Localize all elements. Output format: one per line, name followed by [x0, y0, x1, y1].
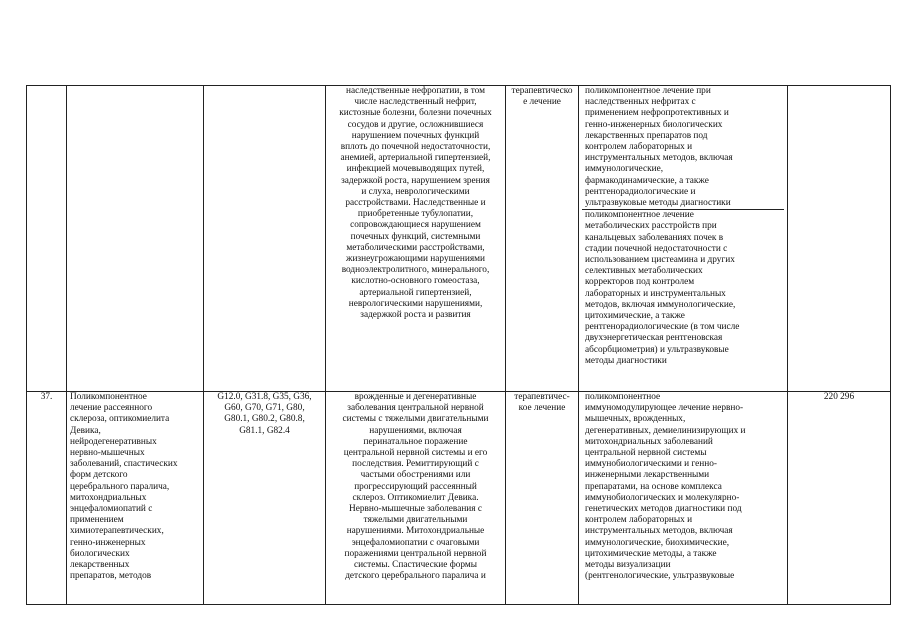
- treatment-method-line: применением нефропротективных и: [585, 108, 729, 119]
- patient-model-line: прогрессирующий рассеянный: [354, 481, 477, 492]
- care-type-line: применением: [70, 515, 124, 526]
- treatment-method-cell: [579, 392, 788, 605]
- treatment-method-line: лабораторных и инструментальных: [585, 288, 726, 299]
- patient-model-line: почечных функций, системными: [350, 231, 481, 242]
- treatment-method-line: иммунологические,: [585, 164, 664, 175]
- care-type-line: заболеваний, спастических: [70, 459, 178, 470]
- patient-model-line: частыми обострениями или: [360, 470, 471, 481]
- icd-codes-line: G80.1, G80.2, G80.8,: [224, 414, 305, 425]
- patient-model-line: склероз. Оптикомиелит Девика.: [352, 492, 479, 503]
- patient-model-line: детского церебрального паралича и: [345, 571, 486, 582]
- care-type-cell: [67, 392, 204, 605]
- treatment-method-line: инструментальных методов, включая: [585, 153, 733, 164]
- treatment-method-line: рентгенорадиологические и: [585, 186, 696, 197]
- treatment-method-line: иммунобиологических и молекулярно-: [585, 492, 740, 503]
- patient-model-line: заболевания центральной нервной: [347, 403, 484, 414]
- patient-model-line: системы с тяжелыми двигательными: [342, 414, 489, 425]
- patient-model-line: числе наследственный нефрит,: [354, 97, 477, 108]
- patient-model-line: нарушениями, включая: [369, 425, 462, 436]
- patient-model-line: системы. Спастические формы: [353, 560, 478, 571]
- care-type-line: химиотерапевтических,: [70, 526, 164, 537]
- treatment-method-line: поликомпонентное: [585, 392, 661, 402]
- treatment-method-block: [582, 392, 784, 582]
- treatment-method-line: рентгенорадиологические (в том числе: [585, 322, 740, 333]
- patient-model-line: перинатальное поражение: [363, 436, 468, 447]
- treatment-method-line: мышечных, врожденных,: [585, 414, 686, 425]
- treatment-method-line: препаратами, на основе комплекса: [585, 481, 722, 492]
- cost-cell: [788, 392, 891, 605]
- treatment-method-cell: [579, 86, 788, 392]
- patient-model-line: нарушениями. Митохондриальные: [346, 526, 485, 537]
- patient-model-line: центральной нервной системы и его: [343, 448, 488, 459]
- patient-model-line: сопровождающиеся нарушением: [350, 220, 481, 231]
- treatment-method-line: иммуномодулирующее лечение нервно-: [585, 403, 744, 414]
- icd-codes-line: G12.0, G31.8, G35, G36,: [217, 392, 312, 402]
- treatment-method-line: абсорбциометрия) и ультразвуковые: [585, 344, 729, 355]
- treatment-type-cell: [506, 86, 579, 392]
- cost-cell: [788, 86, 891, 392]
- treatment-method-line: канальцевых заболеваниях почек в: [585, 232, 724, 243]
- treatment-type-line: е лечение: [523, 97, 561, 108]
- icd-codes-line: G60, G70, G71, G80,: [224, 403, 305, 414]
- care-type-line: Поликомпонентное: [70, 392, 147, 402]
- treatment-method-line: поликомпонентное лечение при: [585, 86, 711, 96]
- treatment-method-line: использованием цистеамина и других: [585, 255, 735, 266]
- treatment-method-line: селективных метаболических: [585, 266, 703, 277]
- treatment-method-line: дегенеративных, демиелинизирующих и: [585, 425, 746, 436]
- patient-model-line: врожденные и дегенеративные: [354, 392, 477, 402]
- patient-model-line: Нервно-мышечные заболевания с: [348, 504, 483, 515]
- treatment-method-line: лекарственных препаратов под: [585, 130, 708, 141]
- treatment-method-line: методы визуализации: [585, 560, 671, 571]
- row-number: 37.: [40, 392, 53, 402]
- treatment-method-line: центральной нервной системы: [585, 448, 707, 459]
- patient-model-line: анемией, артериальной гипертензией,: [340, 153, 491, 164]
- treatment-method-line: инженерными лекарственными: [585, 470, 710, 481]
- patient-model-line: приобретенные тубулопатии,: [357, 209, 474, 220]
- treatment-method-line: генетических методов диагностики под: [585, 504, 742, 515]
- treatment-method-line: корректоров под контролем: [585, 277, 695, 288]
- treatment-method-line: методы диагностики: [585, 355, 667, 366]
- treatment-method-line: (рентгенологические, ультразвуковые: [585, 571, 735, 582]
- treatment-method-line: фармакодинамические, а также: [585, 175, 709, 186]
- care-type-line: нейродегенеративных: [70, 436, 157, 447]
- treatment-type-line: терапевтическо: [511, 86, 573, 96]
- table-row: [27, 392, 891, 605]
- patient-model-line: расстройствами. Наследственные и: [345, 198, 486, 209]
- patient-model-line: последствия. Ремиттирующий с: [352, 459, 479, 470]
- treatment-method-line: цитохимические, а также: [585, 311, 685, 322]
- treatment-method-line: митохондриальных заболеваний: [585, 436, 713, 447]
- patient-model-line: кислотно-основного гомеостаза,: [351, 276, 480, 287]
- treatment-method-line: поликомпонентное лечение: [585, 210, 694, 221]
- care-type-line: митохондриальных: [70, 492, 147, 503]
- patient-model-line: поражениями центральной нервной: [344, 548, 487, 559]
- patient-model-line: инфекцией мочевыводящих путей,: [346, 164, 485, 175]
- patient-model-line: задержкой роста, нарушением зрения: [341, 175, 490, 186]
- cost-value: 220 296: [823, 392, 855, 402]
- care-type-line: генно-инженерных: [70, 537, 146, 548]
- patient-model-line: метаболическими расстройствами,: [346, 242, 485, 253]
- table-row: [27, 86, 891, 392]
- care-type-line: форм детского: [70, 470, 128, 481]
- treatment-method-line: метаболических расстройств при: [585, 221, 717, 232]
- patient-model-line: тяжелыми двигательными: [363, 515, 468, 526]
- treatment-method-line: методов, включая иммунологические,: [585, 299, 736, 310]
- medical-care-table: [26, 85, 891, 605]
- patient-model-line: кистозные болезни, болезни почечных: [339, 108, 492, 119]
- treatment-type-line: терапевтичес-: [514, 392, 570, 402]
- patient-model-line: неврологическими нарушениями,: [348, 298, 483, 309]
- patient-model-line: наследственные нефропатии, в том: [346, 86, 485, 96]
- treatment-method-block: [582, 86, 784, 210]
- care-type-line: энцефаломиопатий с: [70, 504, 153, 515]
- patient-model-line: энцефаломиопатии с очаговыми: [351, 537, 480, 548]
- treatment-method-line: контролем лабораторных и: [585, 515, 693, 526]
- treatment-type-cell: [506, 392, 579, 605]
- treatment-method-line: иммунобиологическими и генно-: [585, 459, 717, 470]
- care-type-line: препаратов, методов: [70, 571, 152, 582]
- patient-model-cell: [326, 392, 506, 605]
- icd-codes-cell: [204, 86, 326, 392]
- patient-model-line: вплоть до почечной недостаточности,: [340, 142, 491, 153]
- care-type-line: лекарственных: [70, 560, 130, 571]
- care-type-line: церебрального паралича,: [70, 481, 170, 492]
- patient-model-cell: [326, 86, 506, 392]
- patient-model-line: сосудов и другие, осложнившиеся: [347, 119, 484, 130]
- care-type-line: склероза, оптикомиелита: [70, 414, 170, 425]
- treatment-method-line: иммунологические, биохимические,: [585, 537, 730, 548]
- treatment-method-line: ультразвуковые методы диагностики: [585, 198, 731, 209]
- care-type-line: Девика,: [70, 425, 101, 436]
- care-type-line: лечение рассеянного: [70, 403, 153, 414]
- icd-codes-line: G81.1, G82.4: [239, 425, 290, 436]
- care-type-line: нервно-мышечных: [70, 448, 145, 459]
- row-number-cell: [27, 86, 67, 392]
- treatment-method-line: генно-инженерных биологических: [585, 119, 723, 130]
- care-type-cell: [67, 86, 204, 392]
- treatment-method-line: цитохимические методы, а также: [585, 548, 717, 559]
- patient-model-line: и слуха, неврологическими: [361, 186, 470, 197]
- patient-model-line: жизнеугрожающими нарушениями: [346, 254, 485, 265]
- row-number-cell: [27, 392, 67, 605]
- patient-model-line: водноэлектролитного, минерального,: [341, 265, 490, 276]
- treatment-type-line: кое лечение: [518, 403, 566, 414]
- patient-model-line: задержкой роста и развития: [360, 310, 471, 321]
- treatment-method-line: двухэнергетическая рентгеновская: [585, 333, 723, 344]
- treatment-method-block: [582, 210, 784, 367]
- treatment-method-line: наследственных нефритах с: [585, 97, 696, 108]
- treatment-method-line: контролем лабораторных и: [585, 142, 693, 153]
- patient-model-line: нарушением почечных функций: [351, 130, 480, 141]
- care-type-line: биологических: [70, 548, 130, 559]
- treatment-method-line: стадии почечной недостаточности с: [585, 243, 728, 254]
- treatment-method-line: инструментальных методов, включая: [585, 526, 733, 537]
- icd-codes-cell: [204, 392, 326, 605]
- patient-model-line: артериальной гипертензией,: [359, 287, 472, 298]
